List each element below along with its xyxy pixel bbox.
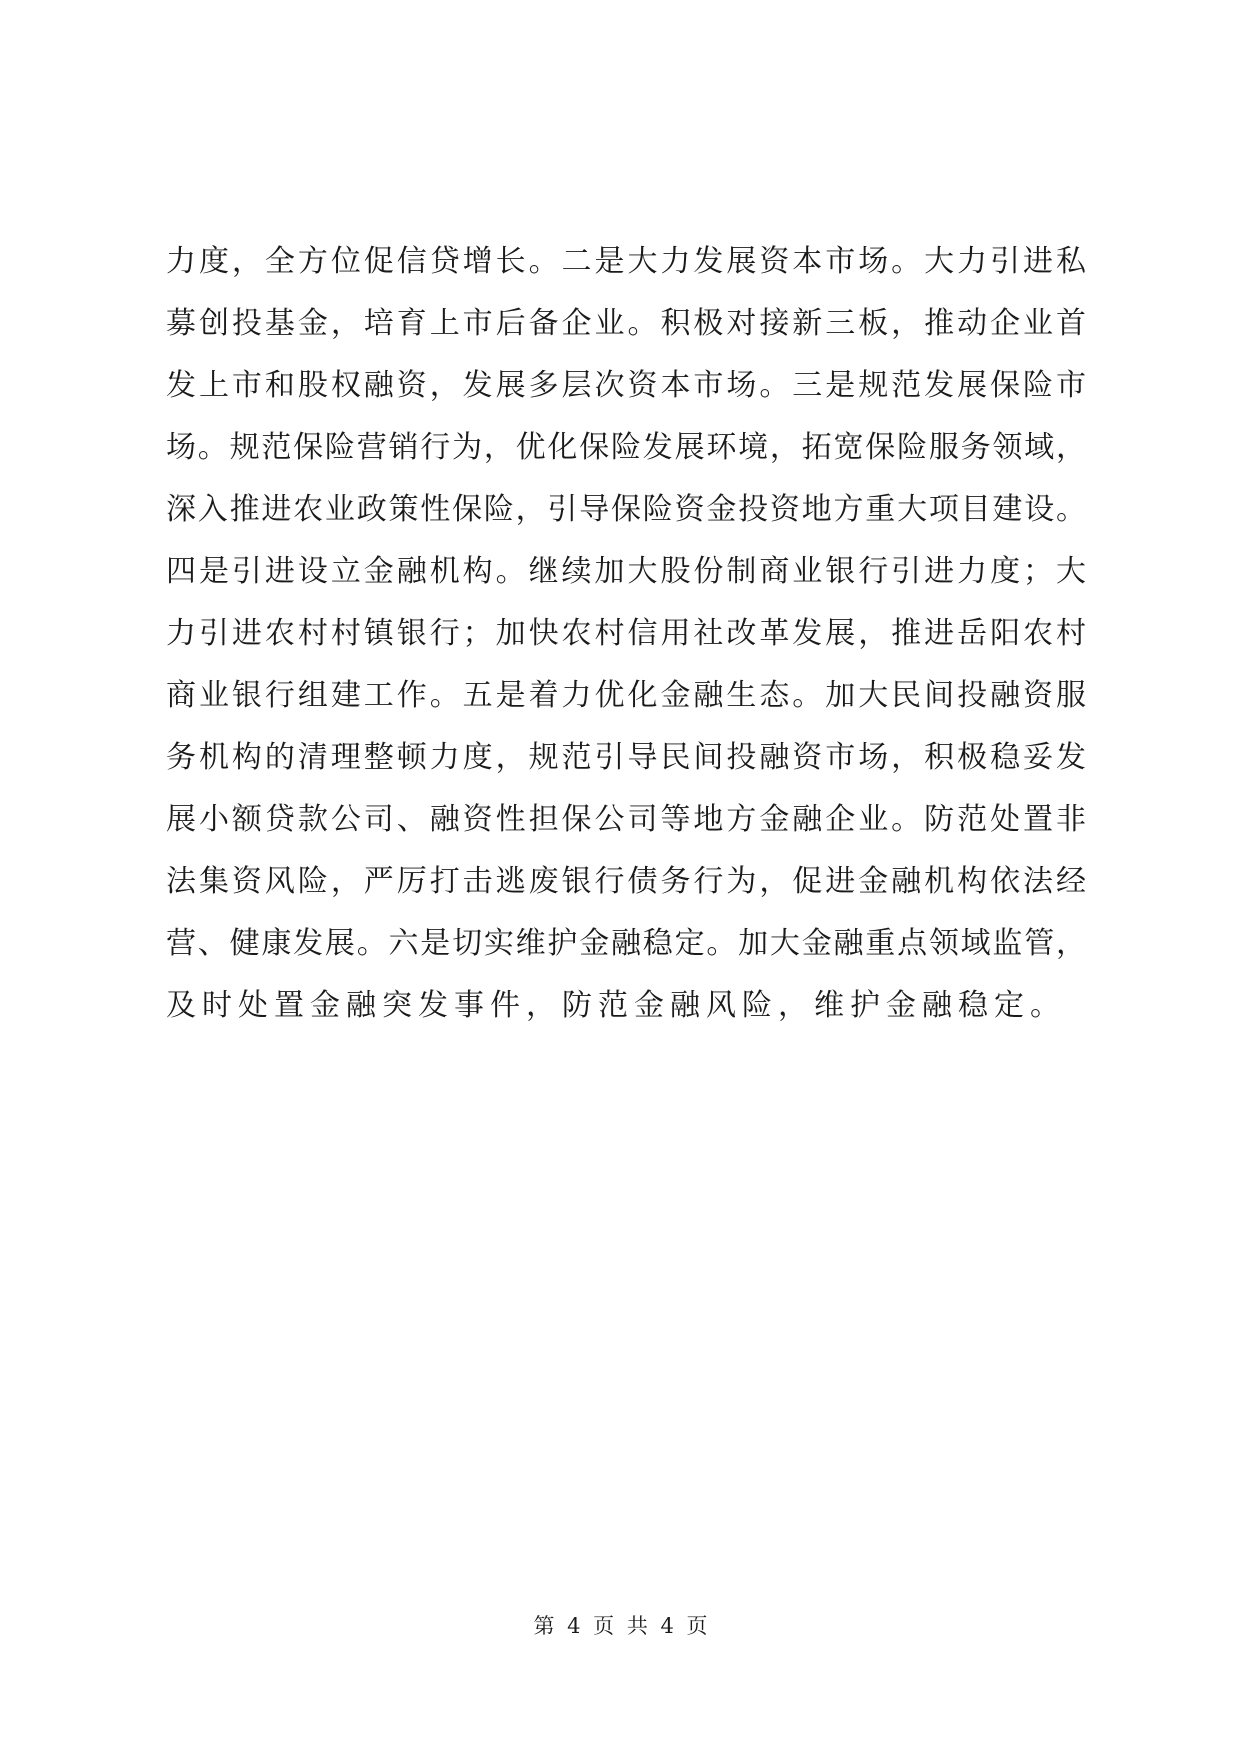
paragraph-line: 营、健康发展。六是切实维护金融稳定。加大金融重点领域监管， — [166, 926, 1086, 961]
paragraph-line: 募创投基金，培育上市后备企业。积极对接新三板，推动企业首 — [166, 306, 1086, 341]
paragraph-line: 四是引进设立金融机构。继续加大股份制商业银行引进力度；大 — [166, 554, 1086, 589]
paragraph-line: 展小额贷款公司、融资性担保公司等地方金融企业。防范处置非 — [166, 802, 1086, 837]
paragraph-line: 法集资风险，严厉打击逃废银行债务行为，促进金融机构依法经 — [166, 864, 1086, 899]
paragraph-line: 力引进农村村镇银行；加快农村信用社改革发展，推进岳阳农村 — [166, 616, 1086, 651]
paragraph-line: 及时处置金融突发事件，防范金融风险，维护金融稳定。 — [166, 988, 1066, 1023]
body-paragraph — [166, 231, 1086, 1037]
paragraph-line: 深入推进农业政策性保险，引导保险资金投资地方重大项目建设。 — [166, 492, 1086, 527]
paragraph-line: 力度，全方位促信贷增长。二是大力发展资本市场。大力引进私 — [166, 244, 1086, 279]
paragraph-line: 商业银行组建工作。五是着力优化金融生态。加大民间投融资服 — [166, 678, 1086, 713]
page-number-footer: 第 4 页 共 4 页 — [533, 1614, 708, 1638]
paragraph-line: 发上市和股权融资，发展多层次资本市场。三是规范发展保险市 — [166, 368, 1086, 403]
paragraph-line: 务机构的清理整顿力度，规范引导民间投融资市场，积极稳妥发 — [166, 740, 1086, 775]
paragraph-line: 场。规范保险营销行为，优化保险发展环境，拓宽保险服务领域， — [166, 430, 1086, 465]
